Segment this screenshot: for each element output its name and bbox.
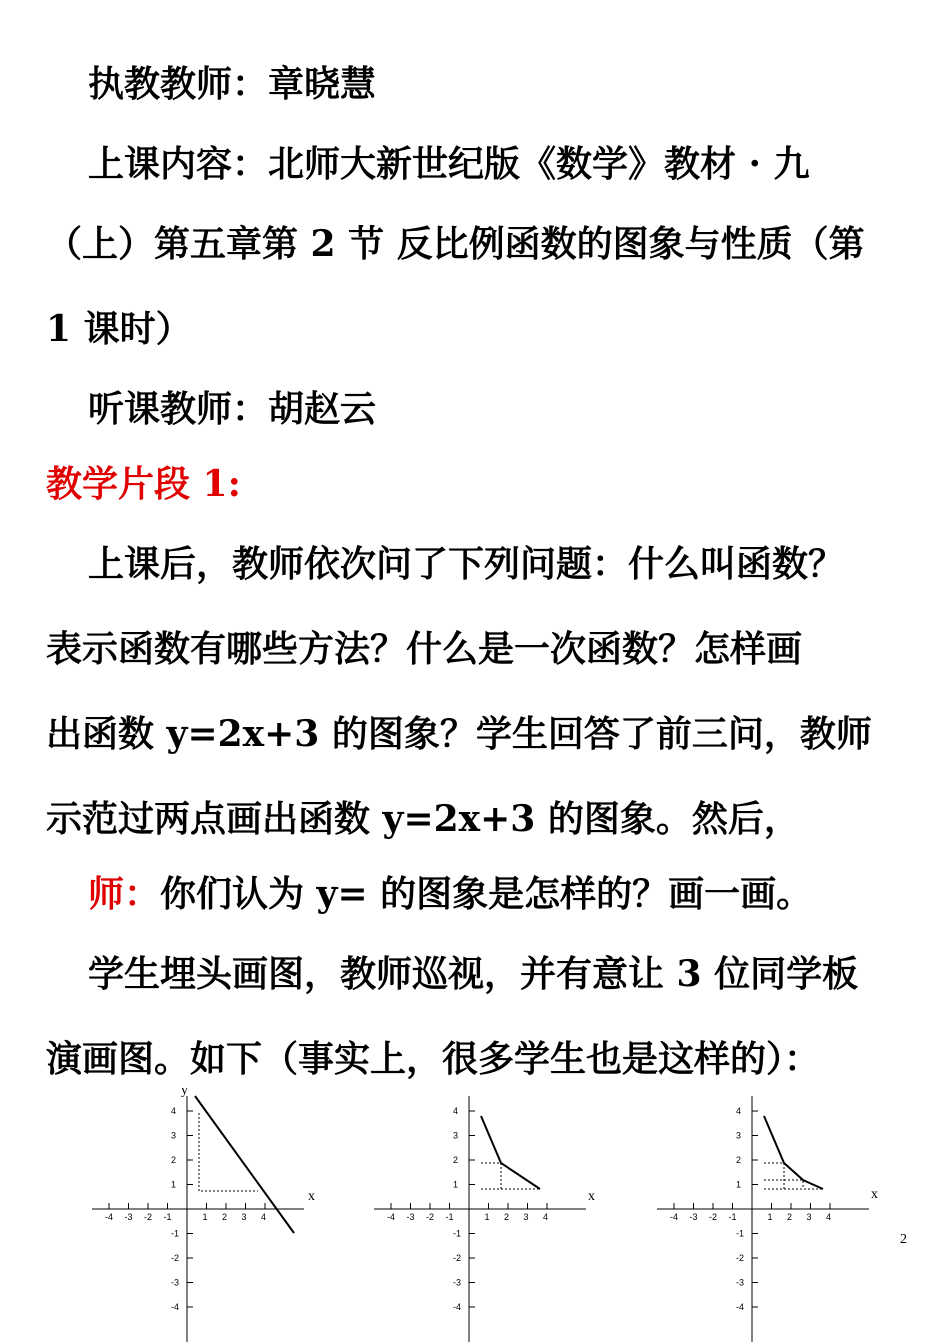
y-tick-label: 1 bbox=[171, 1179, 177, 1190]
x-tick-label: 2 bbox=[222, 1212, 228, 1222]
y-tick-label: 4 bbox=[736, 1106, 742, 1116]
y-tick-label: 2 bbox=[171, 1155, 177, 1165]
y-tick-label: 4 bbox=[453, 1106, 459, 1116]
x-tick-label: -3 bbox=[124, 1212, 133, 1222]
y-tick-label: -1 bbox=[453, 1228, 462, 1239]
x-tick-label: -2 bbox=[709, 1212, 718, 1222]
y-axis-label: y bbox=[181, 1088, 188, 1098]
x-tick-label: -1 bbox=[445, 1212, 454, 1222]
paragraph-line-6: 演画图。如下（事实上，很多学生也是这样的）： bbox=[46, 1038, 821, 1080]
x-tick-label: -3 bbox=[689, 1212, 698, 1222]
graph-2-curve bbox=[481, 1116, 540, 1189]
x-tick-label: -1 bbox=[728, 1212, 737, 1222]
paragraph-line-5: 学生埋头画图，教师巡视，并有意让 3 位同学板 bbox=[88, 953, 859, 995]
y-tick-label: -1 bbox=[736, 1228, 745, 1239]
y-tick-label: -2 bbox=[736, 1253, 745, 1263]
y-tick-label: 1 bbox=[453, 1179, 459, 1190]
teacher-question bbox=[88, 872, 812, 916]
graph-3-guide bbox=[764, 1163, 784, 1189]
teacher-line: 执教教师：章晓慧 bbox=[88, 63, 377, 105]
x-tick-label: -4 bbox=[105, 1212, 114, 1222]
section-heading: 教学片段 1: bbox=[46, 463, 241, 505]
y-tick-label: 3 bbox=[736, 1130, 742, 1141]
y-tick-label: 3 bbox=[171, 1130, 177, 1141]
observer-line: 听课教师：胡赵云 bbox=[88, 388, 377, 430]
paragraph-line-2: 表示函数有哪些方法？什么是一次函数？怎样画 bbox=[46, 628, 803, 670]
x-tick-label: -2 bbox=[144, 1212, 153, 1222]
x-axis-label: x bbox=[871, 1187, 878, 1202]
question-text: 你们认为 y= 的图象是怎样的？画一画。 bbox=[160, 873, 813, 915]
y-tick-label: -4 bbox=[171, 1302, 180, 1312]
paragraph-line-4: 示范过两点画出函数 y=2x+3 的图象。然后， bbox=[46, 798, 800, 840]
lesson-content-line-2: （上）第五章第 2 节 反比例函数的图象与性质（第 bbox=[46, 223, 865, 265]
x-tick-label: 4 bbox=[261, 1212, 267, 1222]
y-tick-label: 4 bbox=[171, 1106, 177, 1116]
graph-1-svg bbox=[82, 1088, 342, 1342]
x-tick-label: -2 bbox=[426, 1212, 435, 1222]
paragraph-line-1: 上课后，教师依次问了下列问题：什么叫函数？ bbox=[88, 543, 845, 585]
y-tick-label: -2 bbox=[453, 1253, 462, 1263]
y-tick-label: 3 bbox=[453, 1130, 459, 1141]
x-tick-label: 4 bbox=[826, 1212, 832, 1222]
y-tick-label: 2 bbox=[736, 1155, 742, 1165]
graph-2-guide bbox=[481, 1163, 501, 1189]
y-tick-label: -3 bbox=[171, 1277, 180, 1288]
page-number: 2 bbox=[900, 1232, 907, 1247]
x-tick-label: -1 bbox=[163, 1212, 172, 1222]
x-tick-label: 2 bbox=[504, 1212, 510, 1222]
x-tick-label: 2 bbox=[787, 1212, 793, 1222]
x-tick-label: 3 bbox=[806, 1212, 812, 1222]
lesson-content-line-3: 1 课时） bbox=[46, 308, 192, 350]
paragraph-line-3: 出函数 y=2x+3 的图象？学生回答了前三问，教师 bbox=[46, 713, 872, 755]
y-tick-label: -4 bbox=[736, 1302, 745, 1312]
graph-2-svg bbox=[364, 1088, 624, 1342]
graph-1-guide bbox=[199, 1113, 258, 1191]
x-axis-label: x bbox=[588, 1189, 595, 1204]
x-axis-label: x bbox=[308, 1189, 315, 1204]
speaker-label: 师： bbox=[88, 873, 161, 915]
x-tick-label: 3 bbox=[241, 1212, 247, 1222]
y-tick-label: 1 bbox=[736, 1179, 742, 1190]
x-tick-label: 1 bbox=[484, 1212, 490, 1222]
x-tick-label: -4 bbox=[387, 1212, 396, 1222]
lesson-content-line: 上课内容：北师大新世纪版《数学》教材 · 九 bbox=[88, 143, 810, 185]
student-graph-3 bbox=[647, 1088, 907, 1342]
student-graph-1 bbox=[82, 1088, 342, 1342]
graph-3-curve bbox=[764, 1116, 823, 1189]
y-tick-label: -2 bbox=[171, 1253, 180, 1263]
x-tick-label: 1 bbox=[202, 1212, 208, 1222]
x-tick-label: -3 bbox=[406, 1212, 415, 1222]
graph-3-svg bbox=[647, 1088, 907, 1342]
y-tick-label: -3 bbox=[453, 1277, 462, 1288]
y-tick-label: -4 bbox=[453, 1302, 462, 1312]
x-tick-label: 1 bbox=[767, 1212, 773, 1222]
x-tick-label: 4 bbox=[543, 1212, 549, 1222]
y-tick-label: -3 bbox=[736, 1277, 745, 1288]
y-tick-label: 2 bbox=[453, 1155, 459, 1165]
student-graph-2 bbox=[364, 1088, 624, 1342]
x-tick-label: 3 bbox=[523, 1212, 529, 1222]
y-tick-label: -1 bbox=[171, 1228, 180, 1239]
x-tick-label: -4 bbox=[670, 1212, 679, 1222]
